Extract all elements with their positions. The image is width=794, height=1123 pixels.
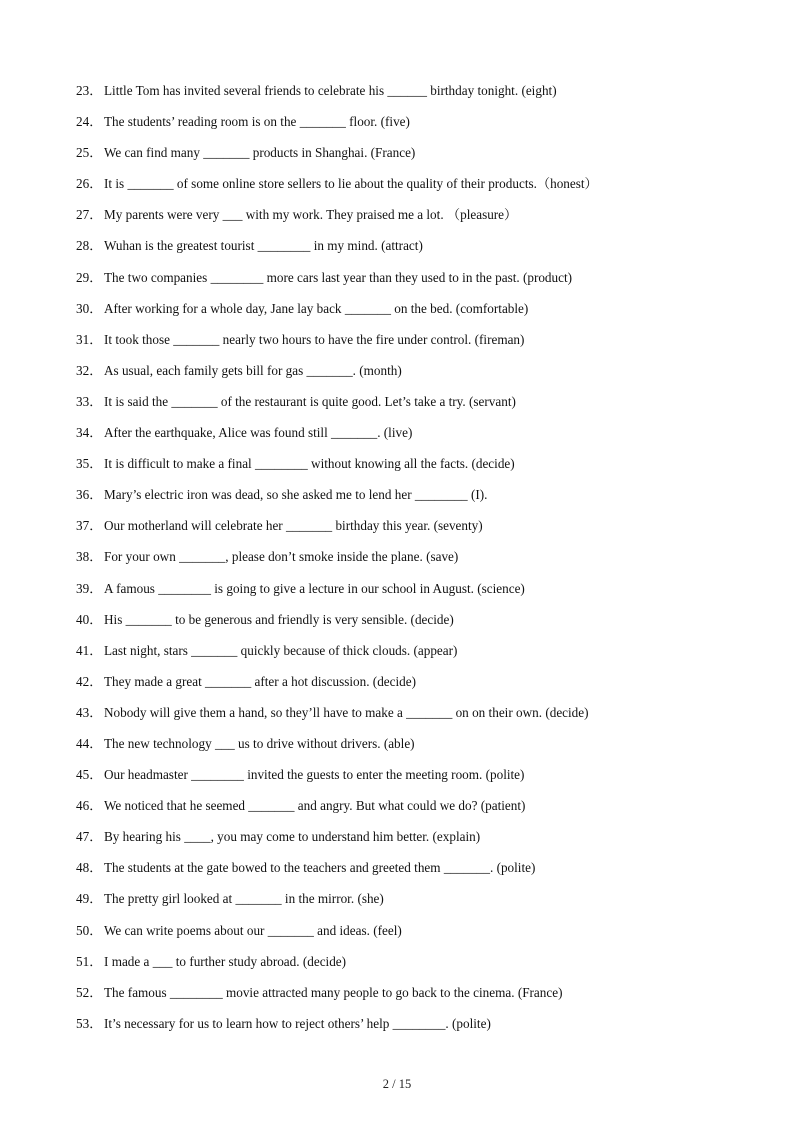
question-item: [76, 453, 776, 484]
question-text: It is said the _______ of the restaurant is quite good. Let’s take a try. (servant): [104, 393, 516, 409]
question-item: [76, 235, 776, 266]
question-number: 28．: [76, 238, 103, 254]
question-text: The new technology ___ us to drive without drivers. (able): [104, 735, 415, 751]
question-text: We noticed that he seemed _______ and angry. But what could we do? (patient): [104, 798, 526, 814]
question-text: As usual, each family gets bill for gas _______. (month): [104, 362, 402, 378]
question-text: By hearing his ____, you may come to understand him better. (explain): [104, 829, 481, 845]
question-text: It is difficult to make a final ________ without knowing all the facts. (decide): [104, 456, 515, 472]
question-text: The famous ________ movie attracted many people to go back to the cinema. (France): [104, 984, 563, 1000]
question-number: 49．: [76, 891, 103, 907]
question-item: [76, 857, 776, 888]
question-text: The pretty girl looked at _______ in the mirror. (she): [104, 891, 384, 907]
question-text: It took those _______ nearly two hours to have the fire under control. (fireman): [104, 331, 525, 347]
question-number: 30．: [76, 300, 103, 316]
question-number: 23．: [76, 83, 103, 98]
question-number: 52．: [76, 984, 103, 1000]
question-item: [76, 204, 776, 235]
question-item: [76, 982, 776, 1013]
question-text: We can write poems about our _______ and ideas. (feel): [104, 922, 402, 938]
question-number: 39．: [76, 580, 103, 596]
question-text: Nobody will give them a hand, so they’ll have to make a _______ on on their own. (decide): [104, 704, 589, 720]
question-item: [76, 111, 776, 142]
question-item: [76, 609, 776, 640]
question-text: The students at the gate bowed to the teachers and greeted them _______. (polite): [104, 860, 536, 876]
question-text: Our motherland will celebrate her _______ birthday this year. (seventy): [104, 518, 483, 534]
question-item: [76, 951, 776, 982]
question-number: 24．: [76, 114, 103, 130]
question-number: 34．: [76, 425, 103, 441]
question-number: 40．: [76, 611, 103, 627]
question-item: [76, 391, 776, 422]
question-item: [76, 1013, 776, 1044]
question-number: 33．: [76, 393, 103, 409]
question-item: [76, 484, 776, 515]
question-text: The students’ reading room is on the _______ floor. (five): [104, 114, 410, 130]
question-item: [76, 671, 776, 702]
question-number: 53．: [76, 1015, 103, 1031]
question-number: 36．: [76, 487, 103, 503]
question-item: [76, 546, 776, 577]
question-text: After working for a whole day, Jane lay back _______ on the bed. (comfortable): [104, 300, 529, 316]
question-text: It’s necessary for us to learn how to reject others’ help ________. (polite): [104, 1015, 491, 1031]
question-text: For your own _______, please don’t smoke inside the plane. (save): [104, 549, 459, 565]
question-number: 51．: [76, 953, 103, 969]
question-item: [76, 702, 776, 733]
page-number: 2 / 15: [382, 1077, 412, 1091]
question-number: 26．: [76, 176, 103, 192]
question-number: 37．: [76, 518, 103, 534]
question-number: 29．: [76, 269, 103, 285]
question-item: [76, 578, 776, 609]
question-number: 48．: [76, 860, 103, 876]
question-list: [76, 80, 776, 1044]
question-item: [76, 640, 776, 671]
question-number: 31．: [76, 331, 103, 347]
question-item: [76, 795, 776, 826]
question-text: My parents were very ___ with my work. They praised me a lot. （pleasure）: [104, 207, 518, 223]
question-item: [76, 329, 776, 360]
question-item: [76, 888, 776, 919]
question-text: Wuhan is the greatest tourist ________ in my mind. (attract): [104, 238, 423, 254]
question-text: It is _______ of some online store sellers to lie about the quality of their products.（honest）: [104, 176, 598, 192]
question-item: [76, 920, 776, 951]
question-number: 44．: [76, 735, 103, 751]
question-item: [76, 764, 776, 795]
question-text: Mary’s electric iron was dead, so she asked me to lend her ________ (I).: [104, 487, 488, 503]
question-text: They made a great _______ after a hot discussion. (decide): [104, 673, 416, 689]
question-number: 25．: [76, 145, 103, 161]
question-item: [76, 422, 776, 453]
question-number: 46．: [76, 798, 103, 814]
question-item: [76, 733, 776, 764]
question-item: [76, 267, 776, 298]
question-item: [76, 173, 776, 204]
question-item: [76, 80, 776, 111]
question-number: 35．: [76, 456, 103, 472]
question-number: 41．: [76, 642, 103, 658]
question-text: His _______ to be generous and friendly is very sensible. (decide): [104, 611, 454, 627]
question-item: [76, 360, 776, 391]
question-text: A famous ________ is going to give a lecture in our school in August. (science): [104, 580, 525, 596]
question-number: 27．: [76, 207, 103, 223]
question-number: 42．: [76, 673, 103, 689]
question-text: Our headmaster ________ invited the guests to enter the meeting room. (polite): [104, 767, 525, 783]
question-item: [76, 515, 776, 546]
question-item: [76, 142, 776, 173]
question-number: 43．: [76, 704, 103, 720]
question-number: 38．: [76, 549, 103, 565]
question-text: We can find many _______ products in Shanghai. (France): [104, 145, 416, 161]
question-text: The two companies ________ more cars last year than they used to in the past. (product): [104, 269, 573, 285]
question-text: After the earthquake, Alice was found still _______. (live): [104, 425, 413, 441]
question-number: 50．: [76, 922, 103, 938]
question-text: Last night, stars _______ quickly because of thick clouds. (appear): [104, 642, 458, 658]
question-number: 45．: [76, 767, 103, 783]
question-number: 32．: [76, 362, 103, 378]
question-text: I made a ___ to further study abroad. (decide): [104, 953, 347, 969]
question-number: 47．: [76, 829, 103, 845]
question-item: [76, 298, 776, 329]
question-item: [76, 826, 776, 857]
question-text: Little Tom has invited several friends to celebrate his ______ birthday tonight. (eight): [104, 83, 557, 98]
